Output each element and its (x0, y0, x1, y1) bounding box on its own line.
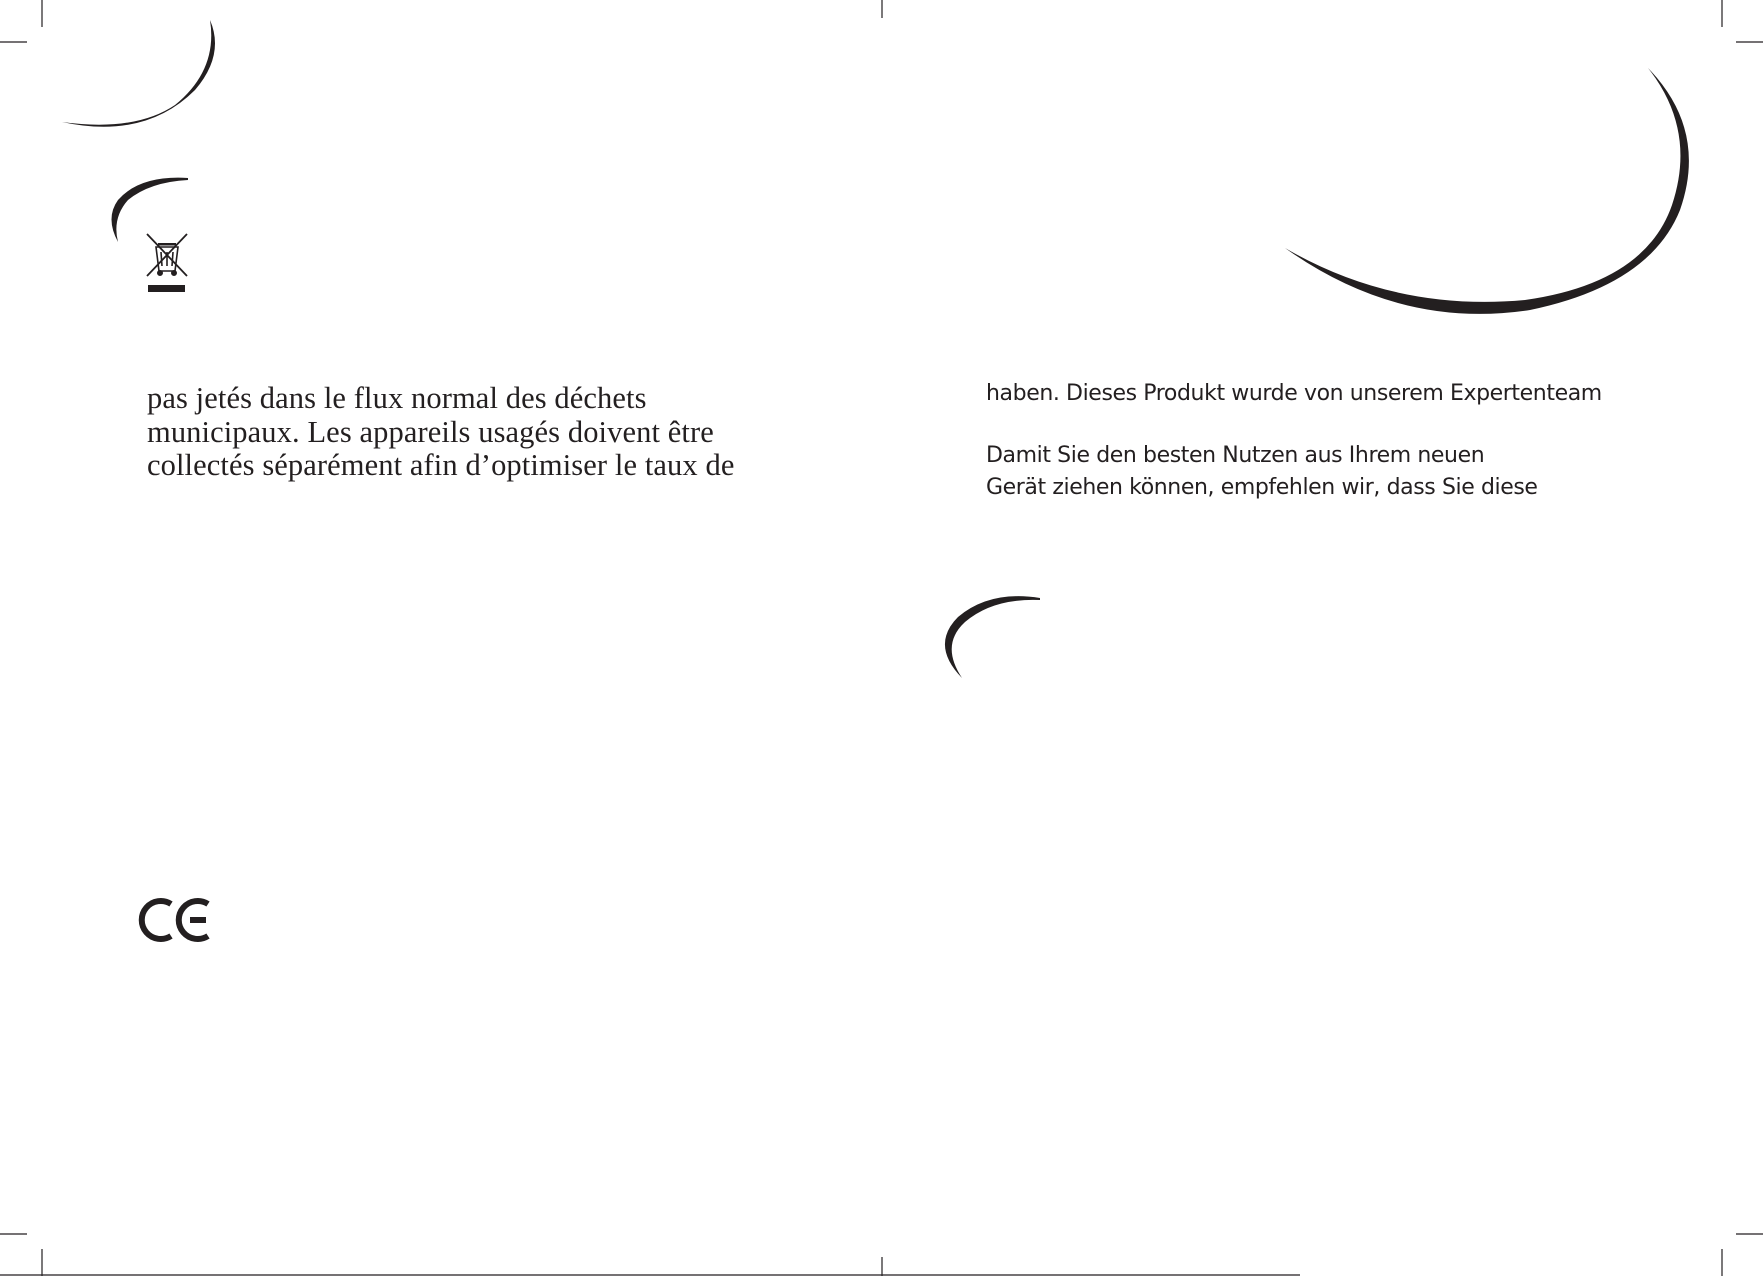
text-line: pas jetés dans le flux normal des déchets (147, 381, 647, 415)
text-line: Gerät ziehen können, empfehlen wir, dass Sie diese (986, 475, 1538, 500)
text-line: collectés séparément afin d’optimiser le taux de (147, 448, 735, 483)
text-line: haben. Dieses Produkt wurde von unserem Expertenteam (986, 381, 1602, 406)
swoosh-top-left (62, 20, 215, 127)
text-line: Damit Sie den besten Nutzen aus Ihrem neuen (986, 443, 1485, 468)
swoosh-mid-right (945, 596, 1040, 678)
ce-mark-icon (142, 901, 208, 939)
text-line: municipaux. Les appareils usagés doivent être (147, 414, 714, 449)
german-intro-paragraph (986, 378, 1686, 410)
swoosh-left-small (112, 178, 189, 242)
german-recommendation-paragraph (986, 440, 1686, 504)
french-recycling-paragraph (147, 382, 787, 483)
weee-crossed-bin-icon (147, 234, 187, 292)
swoosh-top-right (1285, 68, 1689, 314)
